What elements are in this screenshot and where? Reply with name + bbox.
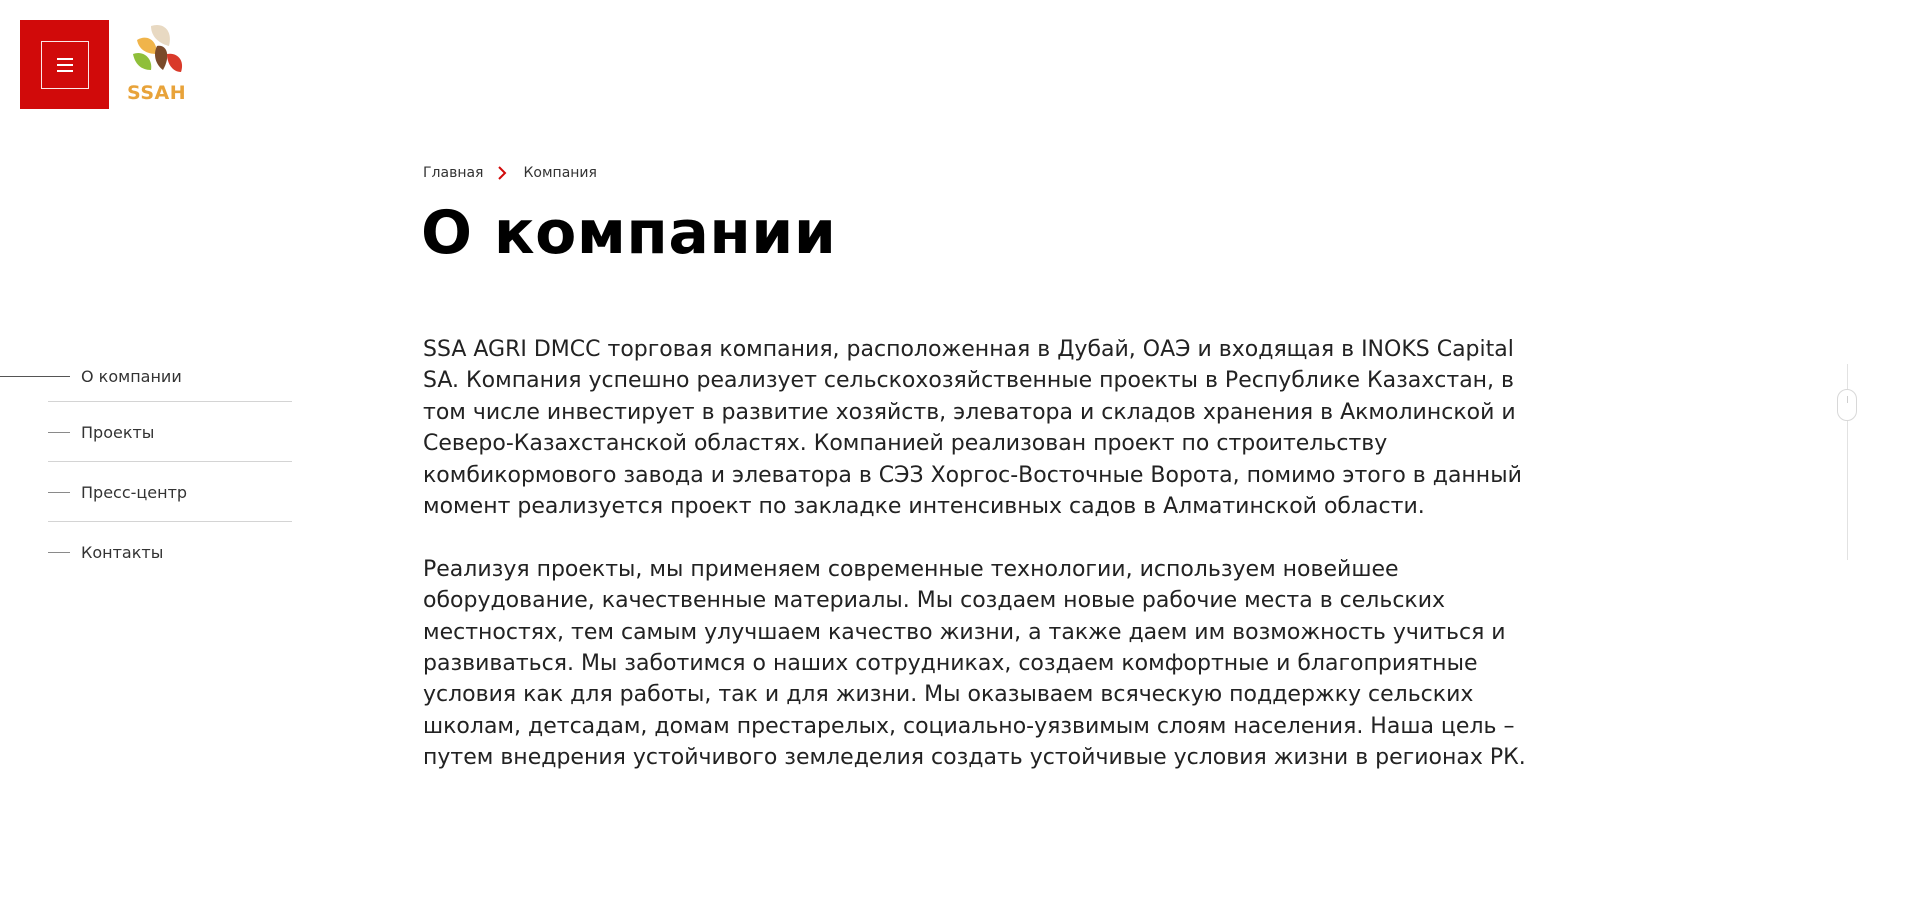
- sidebar-item-label: Контакты: [81, 542, 164, 562]
- logo[interactable]: [125, 20, 187, 104]
- dash-icon: [48, 552, 70, 553]
- active-indicator-line: [0, 376, 70, 377]
- sidebar-item-label: Пресс-центр: [81, 482, 188, 502]
- breadcrumb-home-link[interactable]: Главная: [423, 165, 484, 181]
- sidebar-item-company[interactable]: [0, 350, 292, 402]
- logo-text: SSAH: [127, 82, 187, 104]
- scroll-mouse-icon[interactable]: [1837, 389, 1857, 421]
- breadcrumb-current: Компания: [523, 165, 597, 181]
- sidebar-item-contacts[interactable]: [0, 522, 292, 582]
- leaf-logo-icon: [129, 20, 187, 84]
- content-paragraph: Реализуя проекты, мы применяем современные технологии, используем новейшее оборудование, качественные материалы. Мы создаем новые рабочие места в сельских местностях, тем самым улучшаем качество жизни, а также даем им возможность учиться и развиваться. Мы заботимся о наших сотрудниках, создаем комфортные и благоприятные условия как для работы, так и для жизни. Мы оказываем всяческую поддержку сельских школам, детсадам, домам престарелых, социально-уязвимым слоям населения. Наша цель – путем внедрения устойчивого земледелия создать устойчивые условия жизни в регионах РК.: [423, 556, 1526, 771]
- menu-button[interactable]: [20, 20, 109, 109]
- hamburger-menu-icon: [41, 41, 89, 89]
- page-title: О компании: [421, 198, 837, 268]
- chevron-right-icon: [497, 166, 507, 180]
- breadcrumb: [423, 165, 597, 181]
- dash-icon: [48, 492, 70, 493]
- content-paragraph: SSA AGRI DMCC торговая компания, расположенная в Дубай, ОАЭ и входящая в INOKS Capital SA. Компания успешно реализует сельскохозяйственные проекты в Республике Казахстан, в том числе инвестирует в развитие хозяйств, элеватора и складов хранения в Акмолинской и Северо-Казахстанской областях. Компанией реализован проект по строительству комбикормового завода и элеватора в СЭЗ Хоргос-Восточные Ворота, помимо этого в данный момент реализуется проект по закладке интенсивных садов в Алматинской области.: [423, 337, 1522, 520]
- dash-icon: [48, 432, 70, 433]
- sidebar-item-label: О компании: [81, 366, 182, 386]
- sidebar-nav: [0, 350, 292, 582]
- sidebar-item-label: Проекты: [81, 422, 155, 442]
- sidebar-item-press-center[interactable]: [0, 462, 292, 522]
- sidebar-item-projects[interactable]: [0, 402, 292, 462]
- about-content: [423, 334, 1533, 805]
